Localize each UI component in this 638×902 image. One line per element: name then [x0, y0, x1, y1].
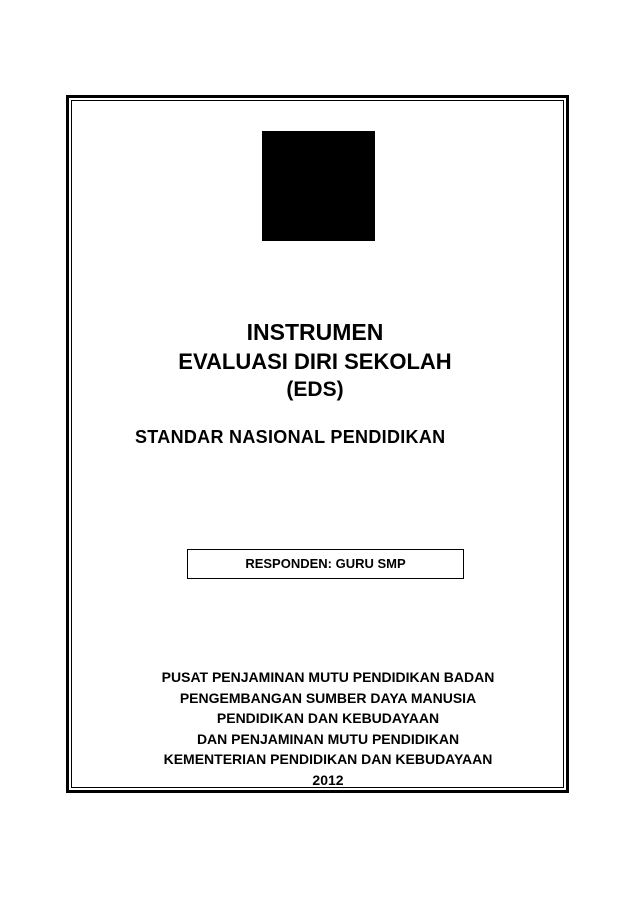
publisher-block [140, 667, 516, 790]
publisher-line-3: PENDIDIKAN DAN KEBUDAYAAN [216, 710, 440, 726]
document-subtitle: STANDAR NASIONAL PENDIDIKAN [135, 427, 446, 447]
logo-placeholder [262, 131, 375, 241]
document-title [140, 318, 490, 404]
title-line-1: INSTRUMEN [246, 319, 384, 345]
publisher-line-1: PUSAT PENJAMINAN MUTU PENDIDIKAN BADAN [161, 669, 495, 685]
respondent-box: RESPONDEN: GURU SMP [187, 549, 464, 579]
publication-year: 2012 [312, 771, 344, 788]
publisher-line-5: KEMENTERIAN PENDIDIKAN DAN KEBUDAYAAN [163, 751, 493, 767]
publisher-line-4: DAN PENJAMINAN MUTU PENDIDIKAN [196, 730, 460, 747]
title-line-2: EVALUASI DIRI SEKOLAH [178, 349, 452, 374]
title-line-3: (EDS) [286, 378, 344, 401]
publisher-line-2: PENGEMBANGAN SUMBER DAYA MANUSIA [179, 689, 477, 706]
